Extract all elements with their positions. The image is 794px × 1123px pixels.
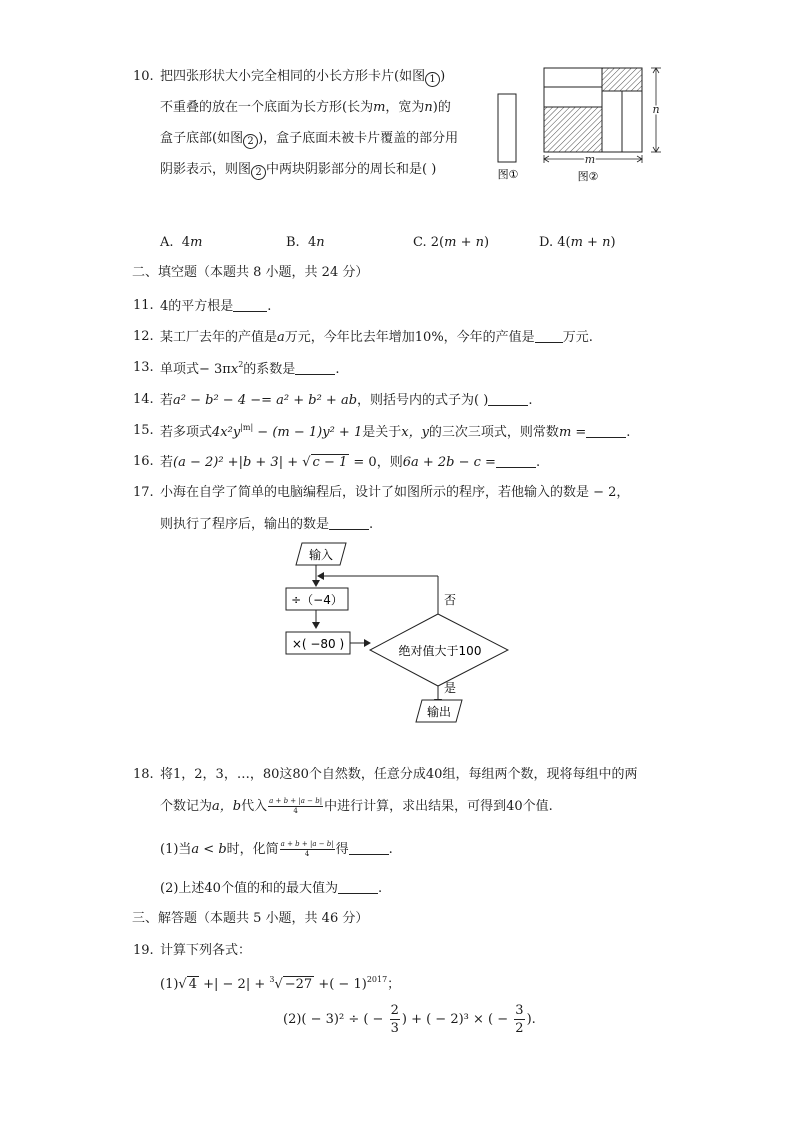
fig2-label: 图② — [577, 170, 599, 183]
q18-line-1: 将1，2，3，…，80这80个自然数，任意分成40组，每组两个数，现将每组中的两 — [160, 767, 638, 782]
q17-line-2: 则执行了程序后，输出的数是 . — [160, 517, 374, 532]
q10-option-a[interactable]: A. 4m — [160, 235, 203, 250]
flow-multiply-label: ×( −80 ) — [291, 637, 345, 651]
q10-line-2: 不重叠的放在一个底面为长方形(长为m，宽为n)的 — [160, 100, 451, 115]
fig2-card-v2 — [622, 91, 642, 152]
q19-title: 计算下列各式： — [160, 943, 252, 958]
flow-condition-label: 绝对值大于100 — [398, 644, 482, 658]
q13-number: 13. — [133, 360, 154, 375]
q18-sub-2: (2)上述40个值的和的最大值为 . — [160, 881, 383, 896]
q17-number: 17. — [133, 485, 154, 500]
flow-output-label: 输出 — [426, 705, 452, 719]
q16-text: 若(a − 2)² +|b + 3| + √ c − 1 = 0，则6a + 2b − c = . — [160, 455, 541, 470]
q13-blank[interactable] — [295, 362, 335, 375]
q18-sub2-blank[interactable] — [338, 881, 378, 894]
q12-number: 12. — [133, 329, 154, 344]
flow-input-label: 输入 — [308, 548, 334, 562]
q12-text: 某工厂去年的产值是a万元，今年比去年增加10%，今年的产值是 万元. — [160, 330, 593, 345]
q18-number: 18. — [133, 767, 154, 782]
q10-line-1: 把四张形状大小完全相同的小长方形卡片(如图 1 ) — [160, 69, 446, 85]
q17-line-1: 小海在自学了简单的电脑编程后，设计了如图所示的程序，若他输入的数是 − 2， — [160, 485, 630, 500]
section-2-heading: 二、填空题（本题共 8 小题，共 24 分） — [132, 265, 369, 280]
q11-text: 4的平方根是 . — [160, 299, 272, 314]
section-3-heading: 三、解答题（本题共 5 小题，共 46 分） — [132, 911, 369, 926]
q18-fraction: $\frac{a + b + |a - b|}{4}$ — [269, 797, 323, 815]
q14-text: 若a² − b² − 4 −= a² + b² + ab，则括号内的式子为( ) . — [160, 393, 533, 408]
q16-number: 16. — [133, 454, 154, 469]
q19-frac-1: $\frac{2}{3}$ — [390, 1003, 399, 1036]
fig2-card-h1 — [544, 68, 602, 87]
q14-number: 14. — [133, 392, 154, 407]
q10-number: 10. — [133, 69, 154, 84]
q10-figures — [488, 64, 668, 188]
flow-no-label: 否 — [444, 593, 457, 607]
q15-number: 15. — [133, 423, 154, 438]
q10-option-c[interactable]: C. 2(m + n) — [413, 235, 490, 250]
q12-blank[interactable] — [535, 330, 563, 343]
q18-sub1-fraction: $\frac{a + b + |a - b|}{4}$ — [280, 840, 334, 858]
fig2-card-h2 — [544, 87, 602, 107]
q18-line-2: 个数记为a，b代入 $\frac{a + b + |a - b|}{4}$ 中进行计算，求出结果，可得到40个值. — [160, 797, 553, 815]
fig2-card-v1 — [602, 91, 622, 152]
q19-frac-2: $\frac{3}{2}$ — [515, 1003, 524, 1036]
q17-flowchart — [280, 540, 520, 730]
q18-sub1-blank[interactable] — [349, 842, 389, 855]
q16-blank[interactable] — [496, 455, 536, 468]
q10-line-4: 阴影表示，则图 2 中两块阴影部分的周长和是( ) — [160, 162, 437, 178]
q10-option-d[interactable]: D. 4(m + n) — [539, 235, 616, 250]
q19-part-2: (2)( − 3)² ÷ ( − $\frac{2}{3}$ ) + ( − 2)³ × ( − $\frac{3}{2}$ ). — [283, 1003, 536, 1036]
fig2-m-label: m — [584, 153, 596, 166]
fig2-shade-top-right — [602, 68, 642, 91]
flow-divide-label: ÷（−4） — [291, 593, 343, 607]
fig1-label: 图① — [497, 168, 519, 181]
q19-number: 19. — [133, 943, 154, 958]
fig1-card — [498, 94, 516, 162]
q18-sub-1: (1)当a < b时，化简 $\frac{a + b + |a - b|}{4}$ 得 . — [160, 840, 393, 858]
q19-part-1: (1)√ 4 +| − 2| + $^3$√ −27 +( − 1)$^{2017}$； — [160, 975, 401, 992]
q15-blank[interactable] — [586, 425, 626, 438]
fig2-shade-bottom-left — [544, 107, 602, 152]
q10-line-3: 盒子底部(如图 2 )，盒子底面未被卡片覆盖的部分用 — [160, 131, 459, 147]
q11-blank[interactable] — [233, 299, 267, 312]
q14-blank[interactable] — [488, 393, 528, 406]
flow-yes-label: 是 — [444, 681, 457, 695]
q17-blank[interactable] — [329, 517, 369, 530]
q11-number: 11. — [133, 298, 154, 313]
q13-text: 单项式− $3\pi x^2$的系数是 . — [160, 360, 340, 377]
fig2-n-label: n — [652, 103, 660, 116]
q10-option-b[interactable]: B. 4n — [286, 235, 325, 250]
q15-text: 若多项式$4x^2y^{|m|} - (m - 1)y^2 + 1$是关于x，y的三次三项式，则常数m = . — [160, 423, 631, 440]
